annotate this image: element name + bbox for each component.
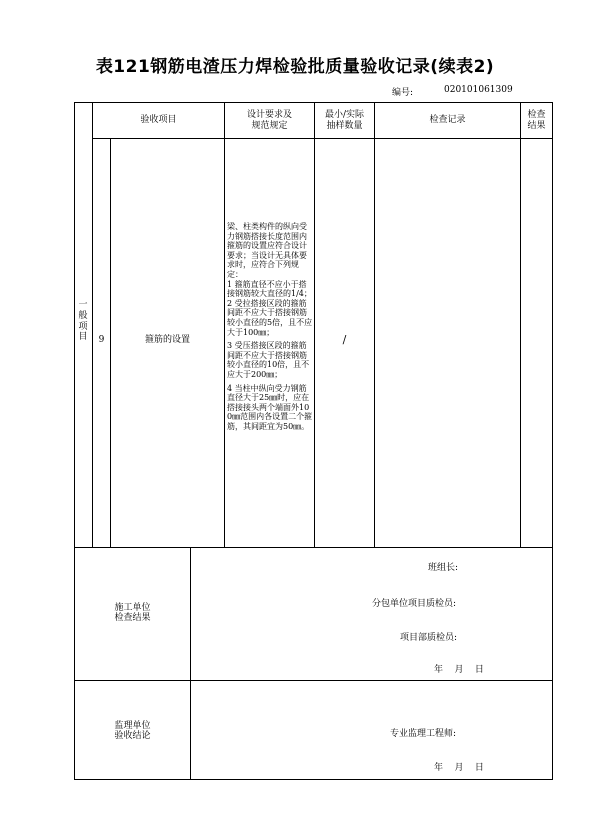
construction-date: 年 月 日	[434, 665, 484, 675]
page-title: 表121钢筋电渣压力焊检验批质量验收记录(续表2)	[95, 57, 495, 77]
row-category: 一 般 项 目	[78, 300, 88, 343]
row-sample: /	[342, 332, 347, 346]
construction-label: 施工单位 检查结果	[114, 602, 151, 623]
team-leader-label: 班组长:	[428, 563, 459, 573]
code-label: 编号:	[392, 88, 414, 98]
supervision-engineer-label: 专业监理工程师:	[390, 729, 457, 739]
row-spec: 梁、柱类构件的纵向受力钢筋搭接长度范围内箍筋的设置应符合设计要求；当设计无具体要求时，应符合下列规定： 1 箍筋直径不应小于搭接钢筋较大直径的1/4； 2 受拉搭接区段的箍筋间距不应大于搭接钢筋较小直径的5倍，且不应大于100㎜； 3 受压搭接区段的箍筋间距不应大于搭接钢筋较小直径的10倍，且不应大于200㎜； 4 当柱中纵向受力钢筋直径大于25㎜时，应在搭接接头两个端面外100㎜范围内各设置二个箍筋，其间距宜为50㎜。	[227, 222, 313, 431]
sub-inspector-label: 分包单位项目质检员:	[372, 599, 457, 609]
supervision-label: 监理单位 验收结论	[114, 720, 151, 741]
row-number: 9	[98, 334, 105, 345]
header-sample: 最小/实际 抽样数量	[324, 110, 365, 131]
supervision-date: 年 月 日	[434, 763, 484, 773]
row-name: 箍筋的设置	[144, 334, 190, 345]
project-inspector-label: 项目部质检员:	[400, 633, 458, 643]
header-record: 检查记录	[429, 115, 466, 126]
header-result: 检查 结果	[527, 110, 546, 131]
header-spec: 设计要求及 规范规定	[246, 110, 292, 131]
header-item: 验收项目	[140, 115, 177, 126]
code-value: 020101061309	[444, 85, 513, 95]
